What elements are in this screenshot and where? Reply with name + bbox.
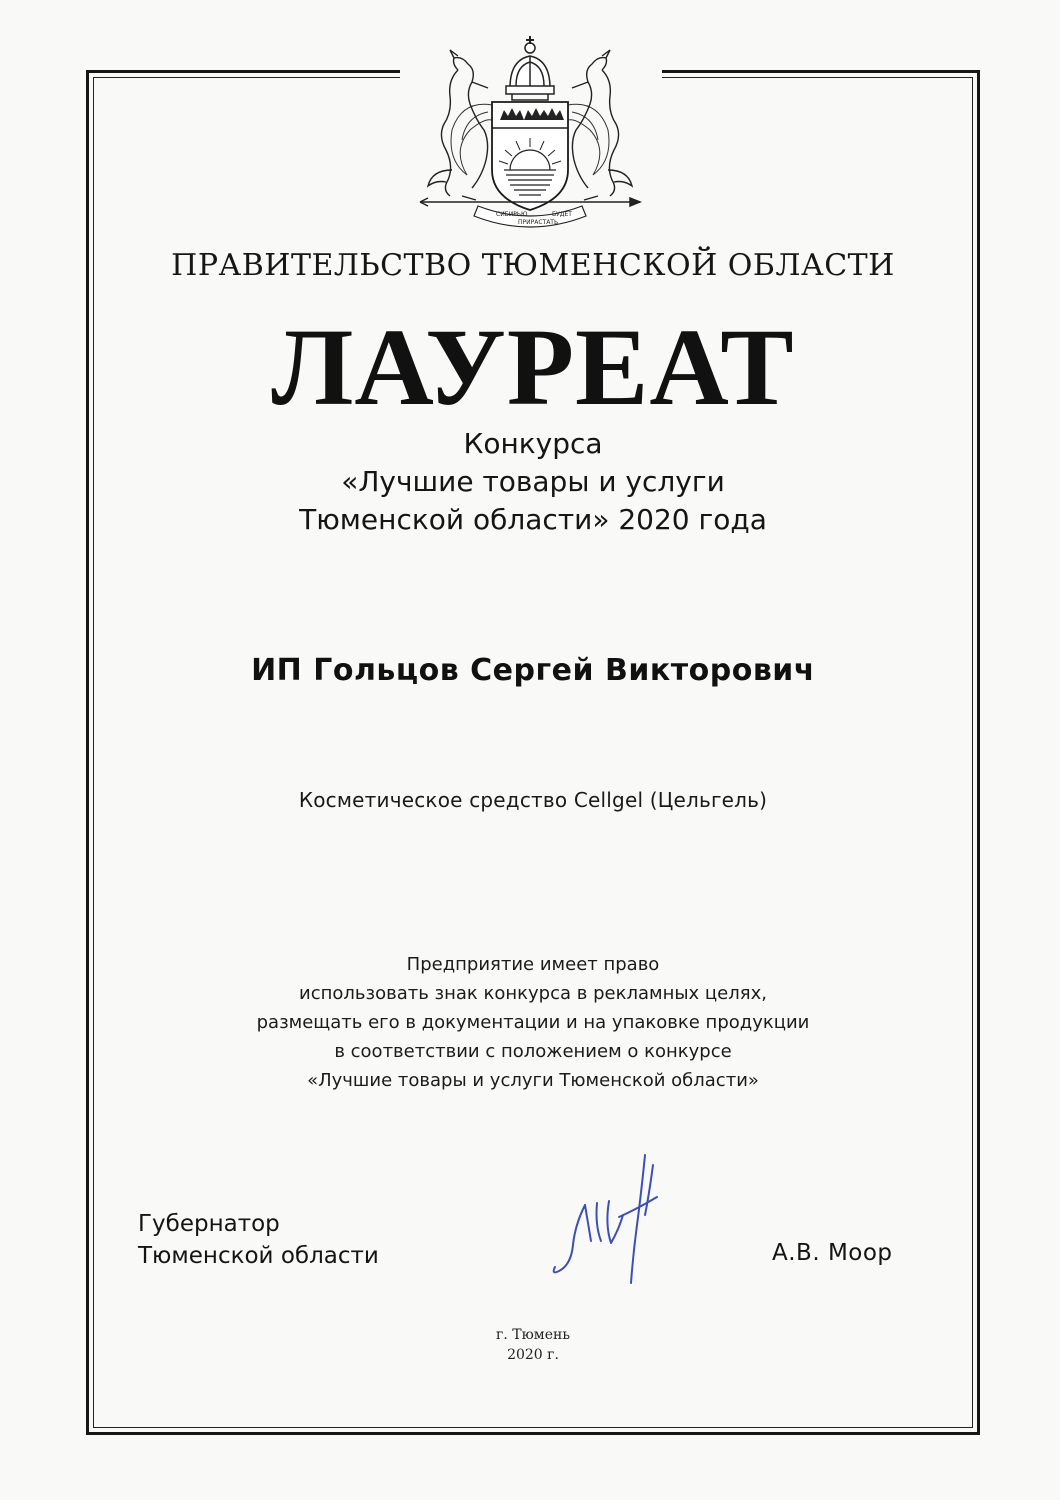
product-name: Косметическое средство Cellgel (Цельгель)	[298, 788, 768, 812]
certificate-title: ЛАУРЕАТ	[271, 306, 795, 428]
coat-of-arms-icon	[392, 20, 668, 230]
place-and-year	[86, 1325, 980, 1365]
year-line: 2020 г.	[507, 1347, 559, 1363]
rights-block	[86, 950, 980, 1095]
contest-line: Конкурса	[463, 427, 603, 460]
signatory-title-line: Губернатор	[138, 1211, 280, 1237]
signatory-title	[138, 1208, 379, 1272]
contest-line: «Лучшие товары и услуги	[341, 465, 725, 498]
motto-word-2: ПРИРАСТАТЬ	[518, 219, 559, 226]
place-line: г. Тюмень	[496, 1327, 570, 1343]
rights-line: размещать его в документации и на упаковке продукции	[256, 1012, 810, 1033]
rights-line: Предприятие имеет право	[406, 954, 660, 975]
rights-line: «Лучшие товары и услуги Тюменской области»	[307, 1070, 759, 1091]
issuer-heading: ПРАВИТЕЛЬСТВО ТЮМЕНСКОЙ ОБЛАСТИ	[171, 248, 895, 283]
contest-block	[86, 425, 980, 539]
rights-line: в соответствии с положением о конкурсе	[334, 1041, 732, 1062]
signatory-name: А.В. Моор	[772, 1240, 893, 1266]
rights-line: использовать знак конкурса в рекламных целях,	[299, 983, 767, 1004]
signature-icon	[545, 1145, 695, 1295]
motto-word-3: БУДЕТ	[552, 211, 572, 218]
recipient-name: ИП Гольцов Сергей Викторович	[251, 653, 815, 688]
signatory-title-line: Тюменской области	[138, 1243, 379, 1269]
motto-word-1: СИБИРЬЮ	[496, 211, 528, 218]
contest-line: Тюменской области» 2020 года	[299, 503, 767, 536]
